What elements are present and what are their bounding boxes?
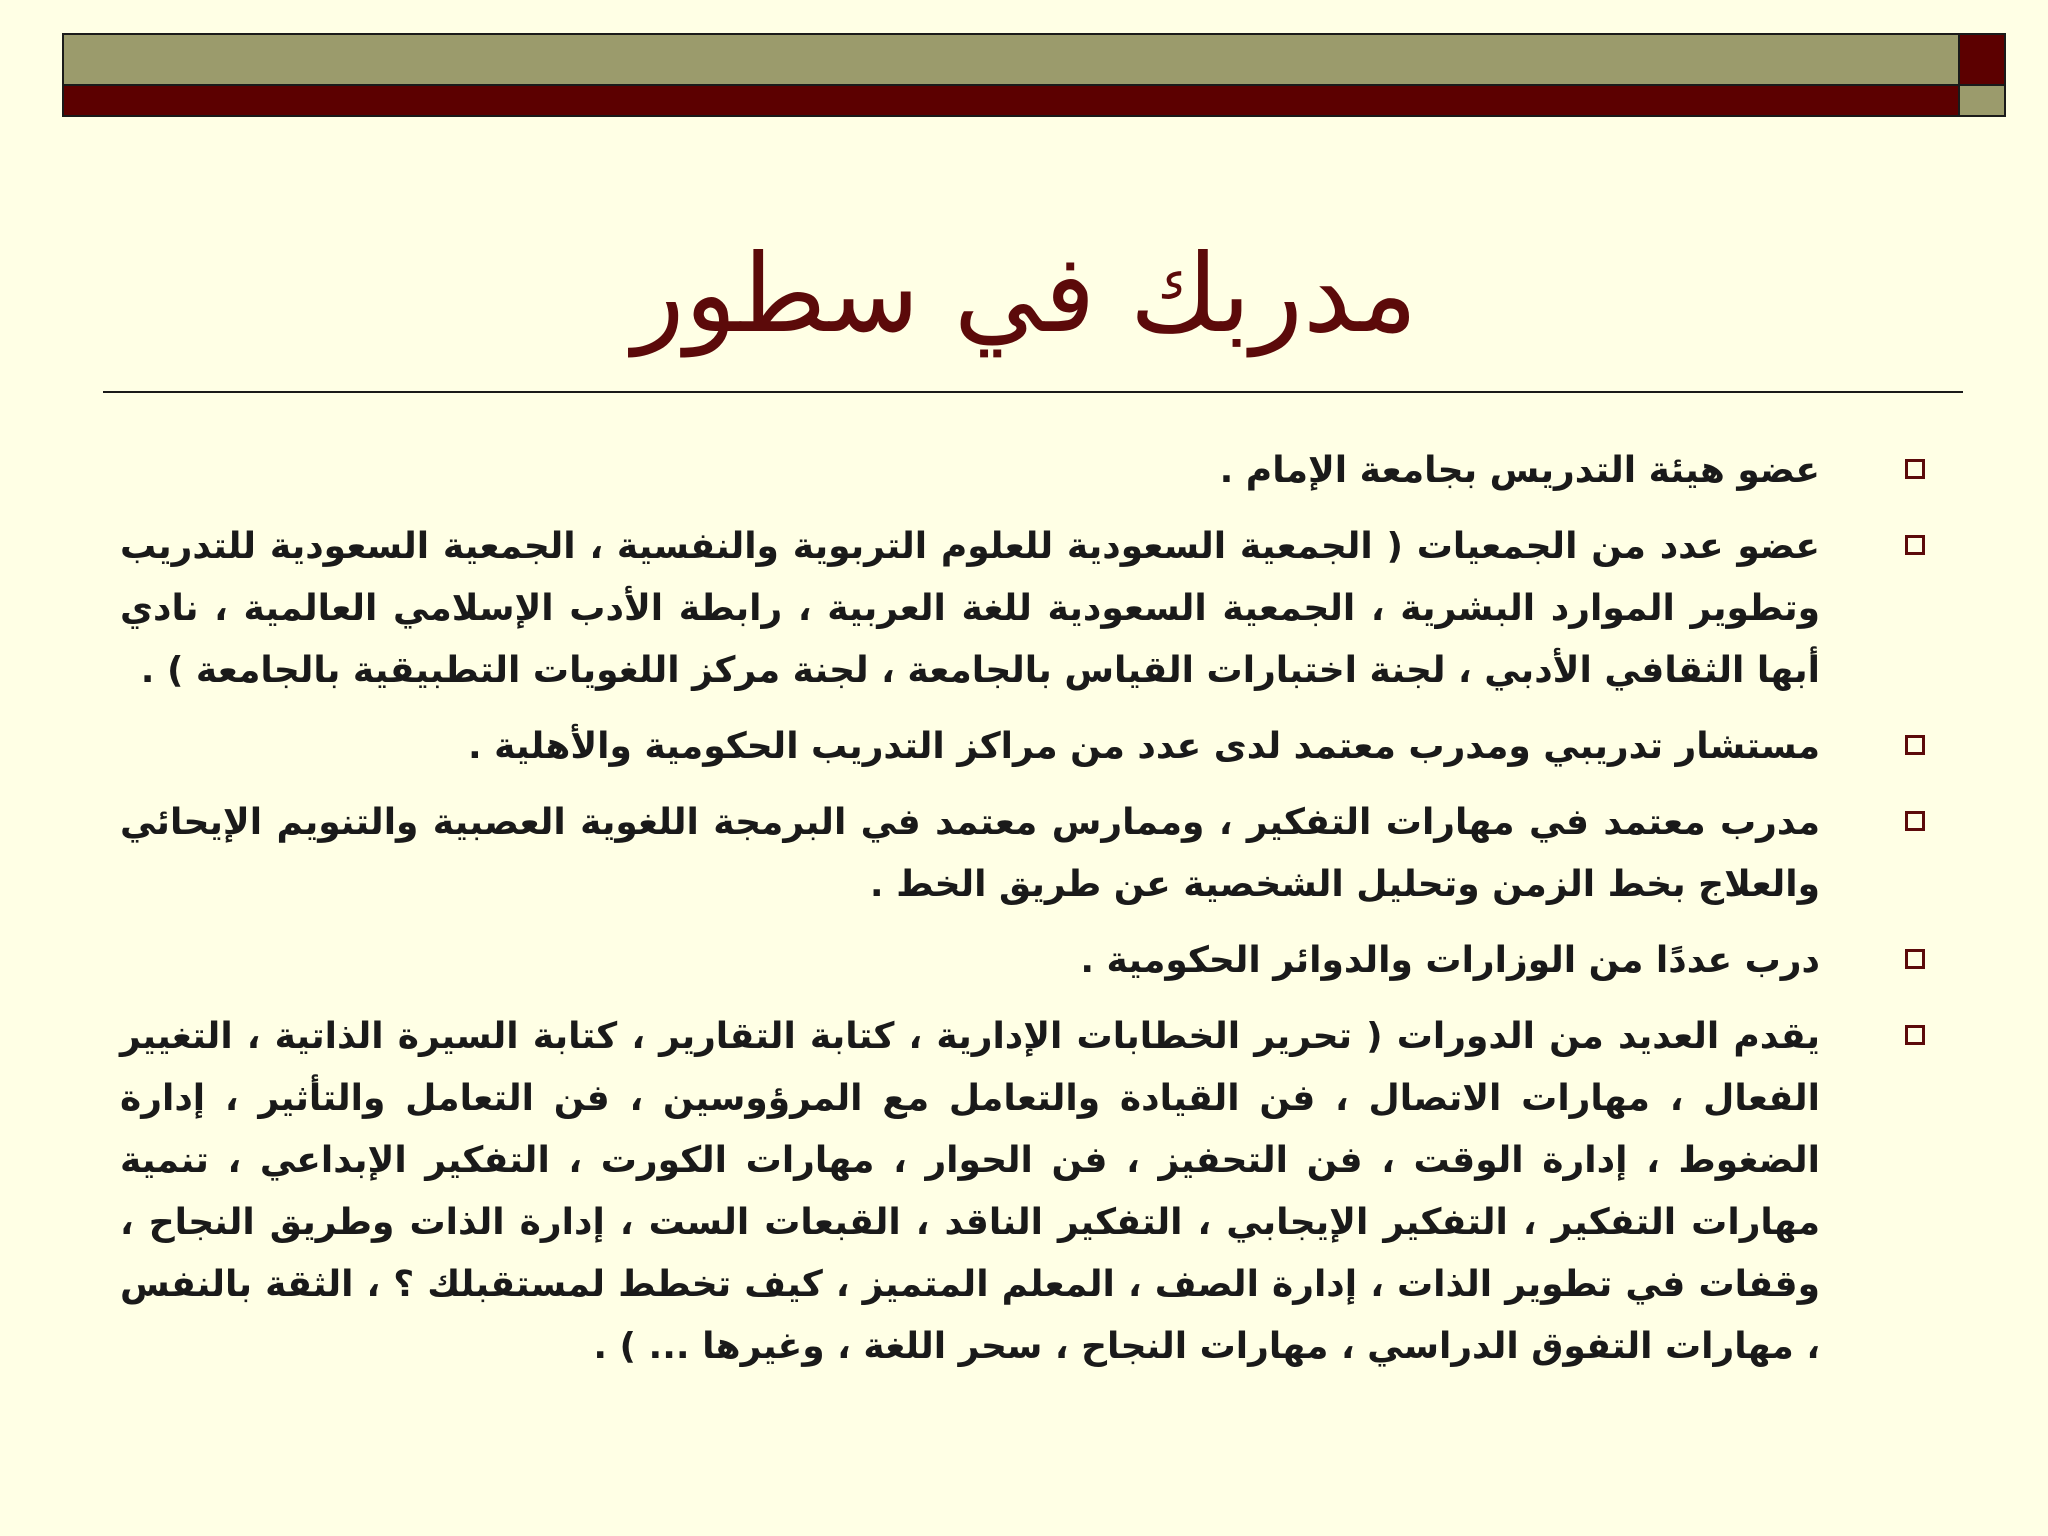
bullet-text: يقدم العديد من الدورات ( تحرير الخطابات الإدارية ، كتابة التقارير ، كتابة السيرة الذاتية ، التغيير الفعال ، مهارات الاتصال ، فن القيادة والتعامل مع المرؤوسين ، فن التعامل والتأثير ، إدارة الضغوط ، إدارة الوقت ، فن التحفيز ، فن الحوار ، مهارات الكورت ، التفكير الإبداعي ، تنمية مهارات التفكير ، التفكير الإيجابي ، التفكير الناقد ، القبعات الست ، إدارة الذات وطريق النجاح ، وقفات في تطوير الذات ، إدارة الصف ، المعلم المتميز ، كيف تخطط لمستقبلك ؟ ، الثقة بالنفس ، مهارات التفوق الدراسي ، مهارات النجاح ، سحر اللغة ، وغيرها ... ) . xyxy=(120,1016,1820,1367)
slide-title: مدربك في سطور xyxy=(632,232,1418,357)
bullet-text: درب عددًا من الوزارات والدوائر الحكومية . xyxy=(1080,940,1820,981)
bullet-item-2 xyxy=(120,516,1820,702)
hollow-square-bullet-icon xyxy=(1905,535,1925,555)
bullet-text: عضو هيئة التدريس بجامعة الإمام . xyxy=(1219,450,1820,491)
title-divider xyxy=(103,391,1963,393)
bullet-item-5 xyxy=(120,930,1820,992)
bullet-text: عضو عدد من الجمعيات ( الجمعية السعودية للعلوم التربوية والنفسية ، الجمعية السعودية للتدريب وتطوير الموارد البشرية ، الجمعية السعودية للغة العربية ، رابطة الأدب الإسلامي العالمية ، نادي أبها الثقافي الأدبي ، لجنة اختبارات القياس بالجامعة ، لجنة مركز اللغويات التطبيقية بالجامعة ) . xyxy=(120,526,1820,691)
header-corner-maroon-block xyxy=(1958,35,2004,86)
bullet-item-6 xyxy=(120,1006,1820,1378)
header-bar xyxy=(62,33,2006,117)
hollow-square-bullet-icon xyxy=(1905,459,1925,479)
hollow-square-bullet-icon xyxy=(1905,949,1925,969)
bullet-list xyxy=(120,440,1820,1392)
bullet-text: مدرب معتمد في مهارات التفكير ، وممارس معتمد في البرمجة اللغوية العصبية والتنويم الإيحائي والعلاج بخط الزمن وتحليل الشخصية عن طريق الخط . xyxy=(120,802,1820,905)
hollow-square-bullet-icon xyxy=(1905,1025,1925,1045)
header-olive-band xyxy=(64,35,1958,86)
header-maroon-band xyxy=(64,86,1958,115)
bullet-text: مستشار تدريبي ومدرب معتمد لدى عدد من مراكز التدريب الحكومية والأهلية . xyxy=(467,726,1820,767)
bullet-item-3 xyxy=(120,716,1820,778)
header-corner-olive-block xyxy=(1958,86,2004,115)
hollow-square-bullet-icon xyxy=(1905,735,1925,755)
bullet-item-4 xyxy=(120,792,1820,916)
hollow-square-bullet-icon xyxy=(1905,811,1925,831)
bullet-item-1 xyxy=(120,440,1820,502)
